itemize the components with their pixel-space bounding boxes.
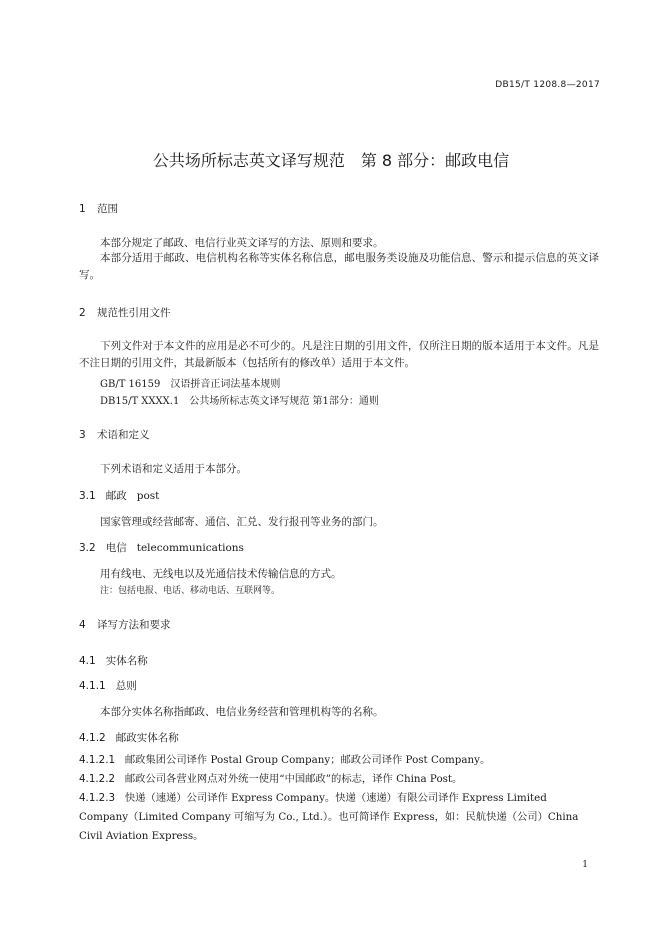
paragraph: 本部分适用于邮政、电信机构名称等实体名称信息，邮电服务类设施及功能信息、警示和提示信息的英文译写。	[79, 252, 599, 281]
subsection-number: 4.1.1	[79, 680, 106, 692]
subsection-title: 总则	[115, 680, 137, 692]
reference-item: GB/T 16159 汉语拼音正词法基本规则	[100, 379, 281, 390]
clause-4-1-2-3	[79, 789, 599, 846]
term-3-1-heading	[79, 488, 159, 503]
reference-item: DB15/T XXXX.1 公共场所标志英文译写规范 第1部分：通则	[100, 396, 379, 407]
term-cn: 电信	[105, 542, 127, 554]
term-definition: 用有线电、无线电以及光通信技术传输信息的方式。	[100, 568, 342, 580]
paragraph: 下列术语和定义适用于本部分。	[100, 463, 247, 475]
clause-number: 4.1.2.3	[79, 792, 116, 804]
subsection-4-1-1-heading	[79, 678, 137, 693]
term-number: 3.2	[79, 542, 96, 554]
page-number: 1	[582, 860, 588, 870]
clause-4-1-2-2	[79, 770, 599, 789]
subsection-4-1-2-heading	[79, 730, 179, 745]
section-title: 术语和定义	[97, 429, 150, 441]
section-2-heading	[79, 305, 171, 320]
clause-4-1-2-1	[79, 751, 599, 770]
subsection-4-1-heading	[79, 653, 148, 668]
section-title: 范围	[97, 203, 118, 215]
clause-number: 4.1.2.2	[79, 773, 116, 785]
section-3-heading	[79, 427, 150, 442]
section-4-heading	[79, 617, 171, 632]
section-title: 译写方法和要求	[97, 619, 171, 631]
term-3-2-heading	[79, 540, 244, 555]
subsection-number: 4.1.2	[79, 732, 106, 744]
section-number: 4	[79, 619, 86, 631]
paragraph: 本部分实体名称指邮政、电信业务经营和管理机构等的名称。	[100, 706, 384, 718]
section-number: 3	[79, 429, 86, 441]
subsection-title: 邮政实体名称	[115, 732, 179, 744]
clause-text: 邮政集团公司译作 Postal Group Company；邮政公司译作 Post Company。	[124, 754, 491, 766]
section-number: 1	[79, 203, 86, 215]
term-note: 注：包括电报、电话、移动电话、互联网等。	[100, 586, 281, 596]
term-en: post	[136, 490, 160, 502]
clause-text: 快递（速递）公司译作 Express Company。快递（速递）有限公司译作 Express Limited Company（Limited Company 可缩写为 Co., Ltd.）。也可简译作 Express，如：民航快递（公司）China Civil Aviation Express。	[79, 792, 579, 842]
term-cn: 邮政	[105, 490, 127, 502]
subsection-title: 实体名称	[105, 655, 148, 667]
section-number: 2	[79, 307, 86, 319]
document-title: 公共场所标志英文译写规范 第 8 部分：邮政电信	[152, 151, 510, 170]
term-en: telecommunications	[136, 542, 244, 554]
clause-number: 4.1.2.1	[79, 754, 116, 766]
term-number: 3.1	[79, 490, 96, 502]
document-code: DB15/T 1208.8—2017	[495, 80, 600, 90]
paragraph: 本部分规定了邮政、电信行业英文译写的方法、原则和要求。	[100, 237, 384, 249]
clause-text: 邮政公司各营业网点对外统一使用“中国邮政”的标志，译作 China Post。	[124, 773, 463, 785]
section-title: 规范性引用文件	[97, 307, 171, 319]
paragraph: 下列文件对于本文件的应用是必不可少的。凡是注日期的引用文件，仅所注日期的版本适用于本文件。凡是不注日期的引用文件，其最新版本（包括所有的修改单）适用于本文件。	[79, 340, 599, 369]
section-1-heading	[79, 201, 118, 216]
subsection-number: 4.1	[79, 655, 96, 667]
term-definition: 国家管理或经营邮寄、通信、汇兑、发行报刊等业务的部门。	[100, 516, 384, 528]
